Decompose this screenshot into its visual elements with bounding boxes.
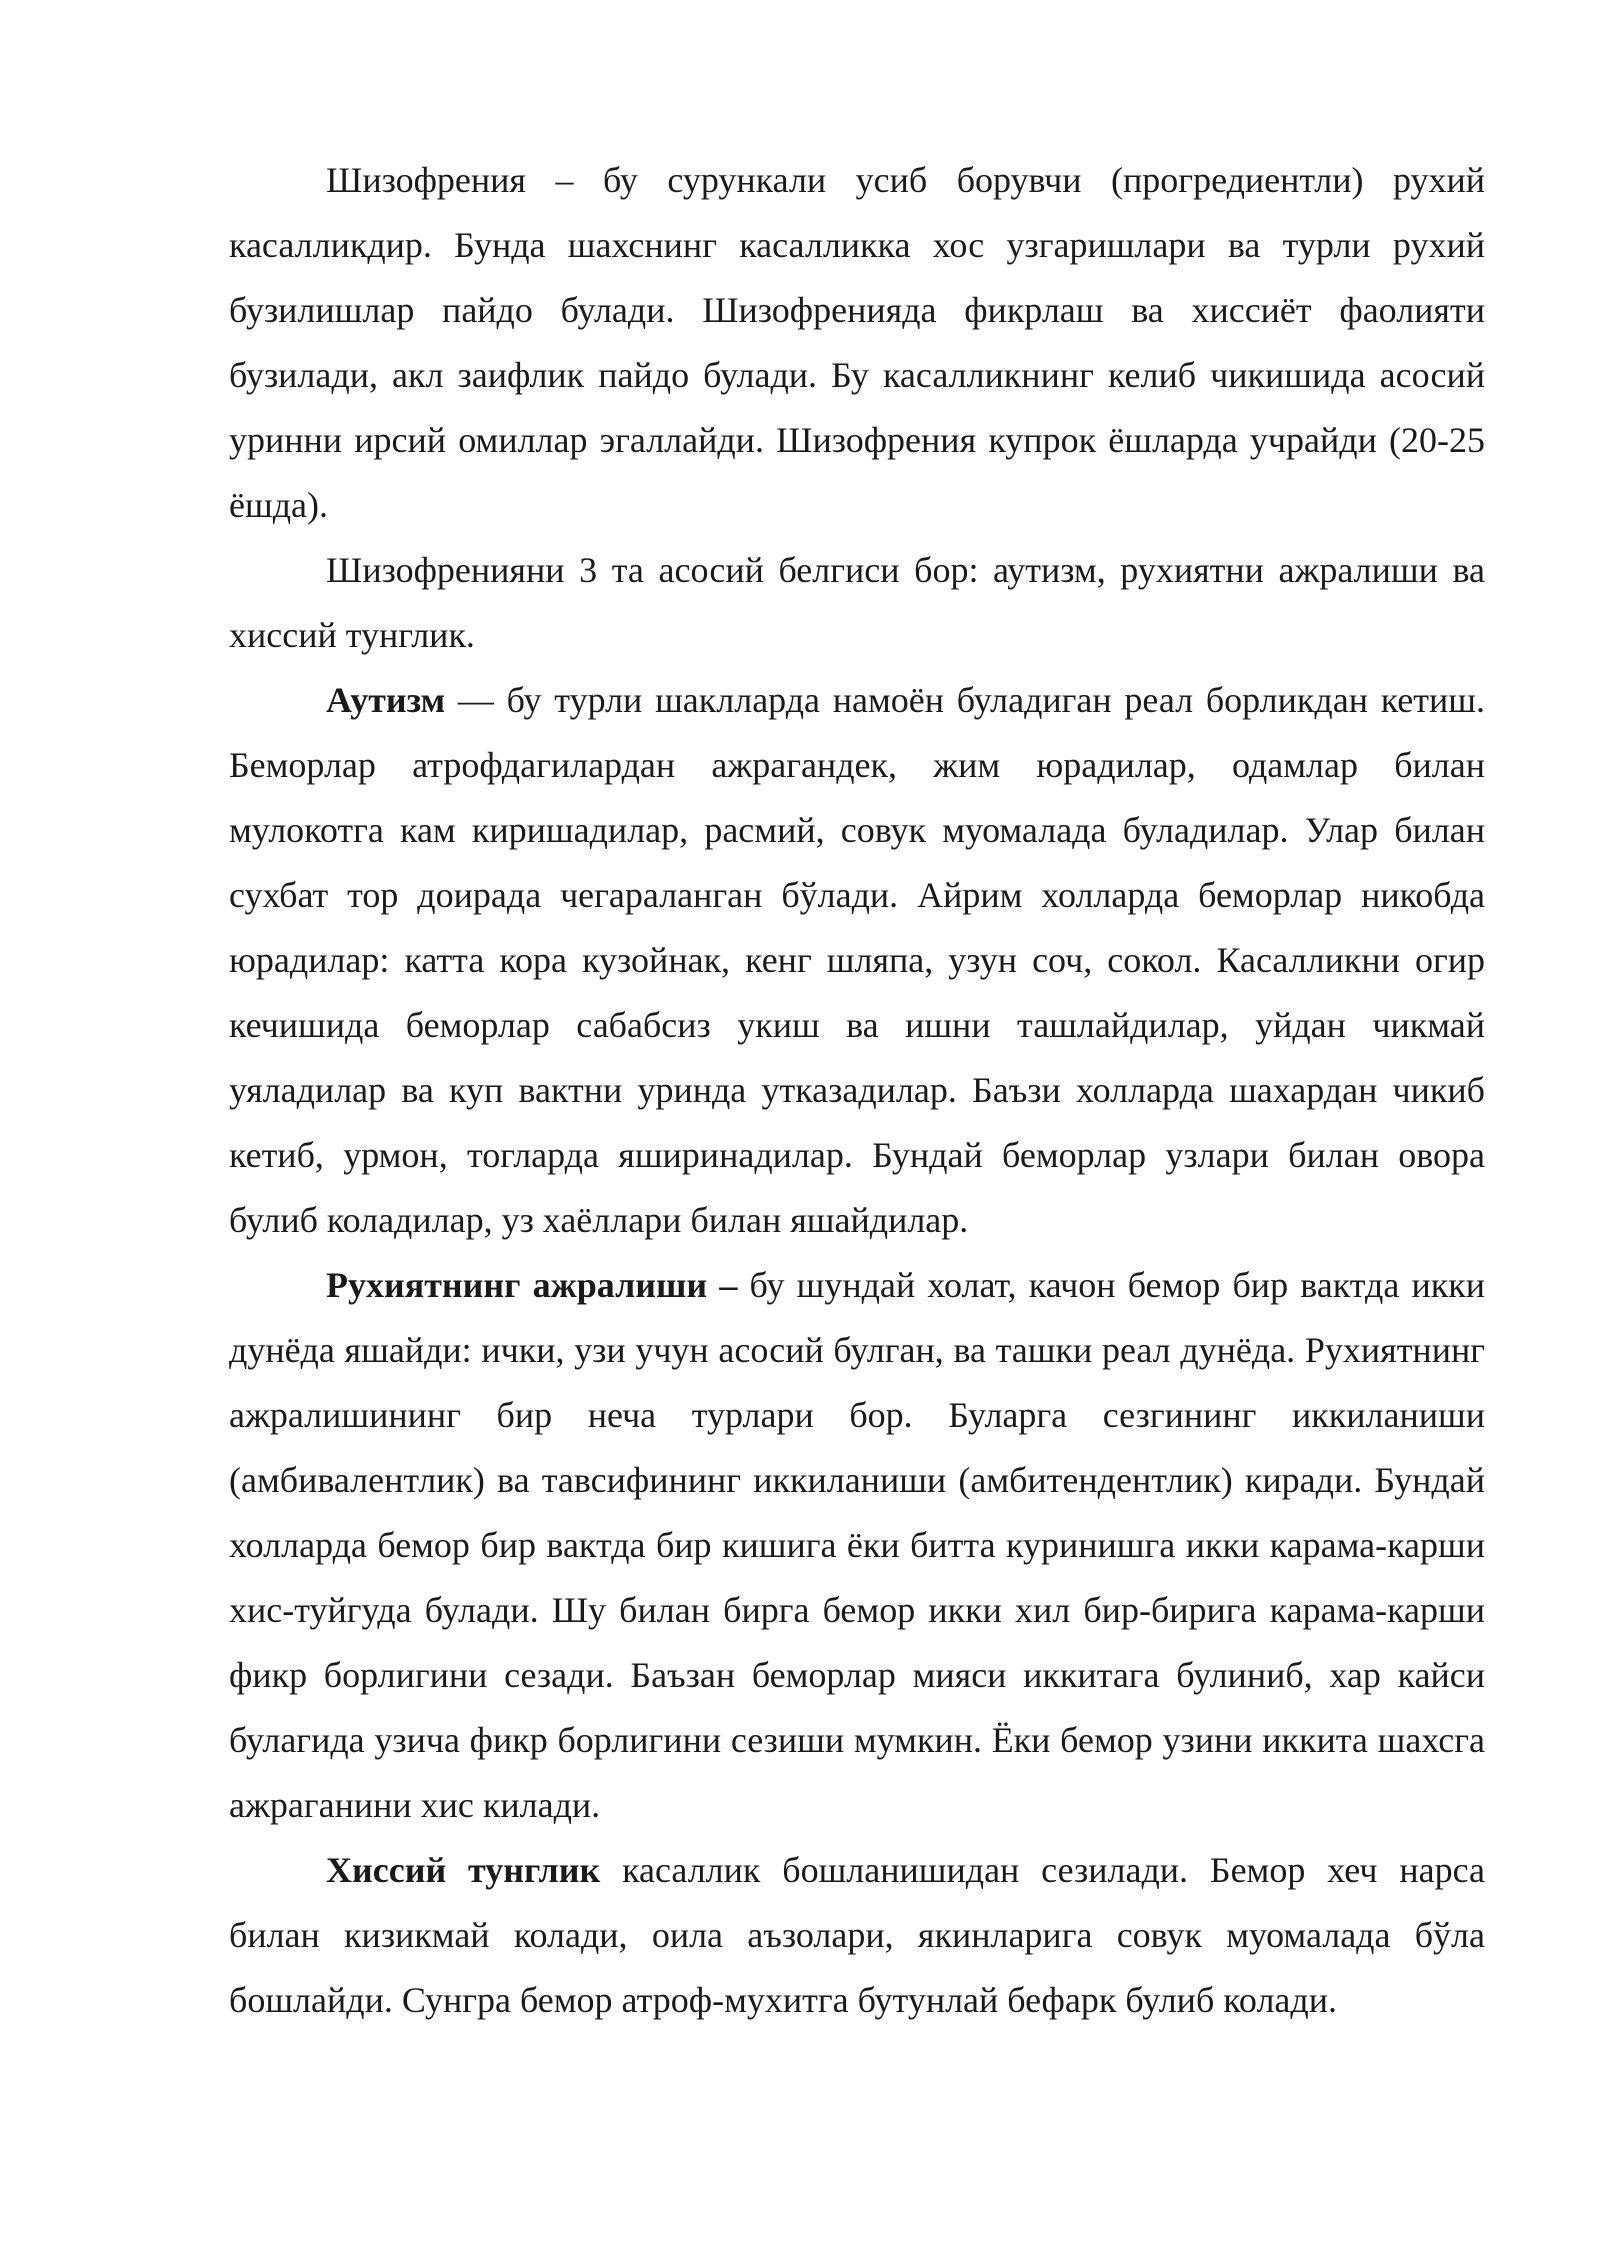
paragraph-autism bbox=[229, 668, 1485, 1253]
term-autism: Аутизм bbox=[326, 680, 446, 720]
term-emotional-dullness: Хиссий тунглик bbox=[326, 1850, 601, 1890]
paragraph-text: Шизофренияни 3 та асосий белгиси бор: аутизм, рухиятни ажралиши ва хиссий тунглик. bbox=[229, 550, 1485, 655]
paragraph-text: касаллик бошланишидан сезилади. Бемор хеч нарса билан кизикмай колади, оила аъзолари, якинларига совук муомалада бўла бошлайди. Сунгра бемор атроф-мухитга бутунлай бефарк булиб колади. bbox=[229, 1850, 1485, 2020]
paragraph-splitting bbox=[229, 1253, 1485, 1838]
paragraph-three-signs bbox=[229, 538, 1485, 668]
paragraph-text: — бу турли шаклларда намоён буладиган реал борликдан кетиш. Беморлар атрофдагилардан ажрагандек, жим юрадилар, одамлар билан мулокотга кам киришадилар, расмий, совук муомалада буладилар. Улар билан сухбат тор доирада чегараланган бўлади. Айрим холларда беморлар никобда юрадилар: катта кора кузойнак, кенг шляпа, узун соч, сокол. Касалликни огир кечишида беморлар сабабсиз укиш ва ишни ташлайдилар, уйдан чикмай уяладилар ва куп вактни уринда утказадилар. Баъзи холларда шахардан чикиб кетиб, урмон, тогларда яширинадилар. Бундай беморлар узлари билан овора булиб коладилар, уз хаёллари билан яшайдилар. bbox=[229, 680, 1485, 1240]
paragraph-schizophrenia-definition bbox=[229, 148, 1485, 538]
paragraph-text: бу шундай холат, качон бемор бир вактда икки дунёда яшайди: ички, узи учун асосий булган, ва ташки реал дунёда. Рухиятнинг ажралишининг бир неча турлари бор. Буларга сезгининг иккиланиши (амбивалентлик) ва тавсифининг иккиланиши (амбитендентлик) киради. Бундай холларда бемор бир вактда бир кишига ёки битта куринишга икки карама-карши хис-туйгуда булади. Шу билан бирга бемор икки хил бир-бирига карама-карши фикр борлигини сезади. Баъзан беморлар мияси иккитага булиниб, хар кайси булагида узича фикр борлигини сезиши мумкин. Ёки бемор узини иккита шахсга ажраганини хис килади. bbox=[229, 1265, 1485, 1825]
paragraph-emotional-dullness bbox=[229, 1838, 1485, 2033]
document-body bbox=[229, 148, 1485, 2033]
term-splitting: Рухиятнинг ажралиши – bbox=[326, 1265, 738, 1305]
paragraph-text: Шизофрения – бу сурункали усиб борувчи (прогредиентли) рухий касалликдир. Бунда шахснинг касалликка хос узгаришлари ва турли рухий бузилишлар пайдо булади. Шизофренияда фикрлаш ва хиссиёт фаолияти бузилади, акл заифлик пайдо булади. Бу касалликнинг келиб чикишида асосий уринни ирсий омиллар эгаллайди. Шизофрения купрок ёшларда учрайди (20-25 ёшда). bbox=[229, 160, 1485, 525]
